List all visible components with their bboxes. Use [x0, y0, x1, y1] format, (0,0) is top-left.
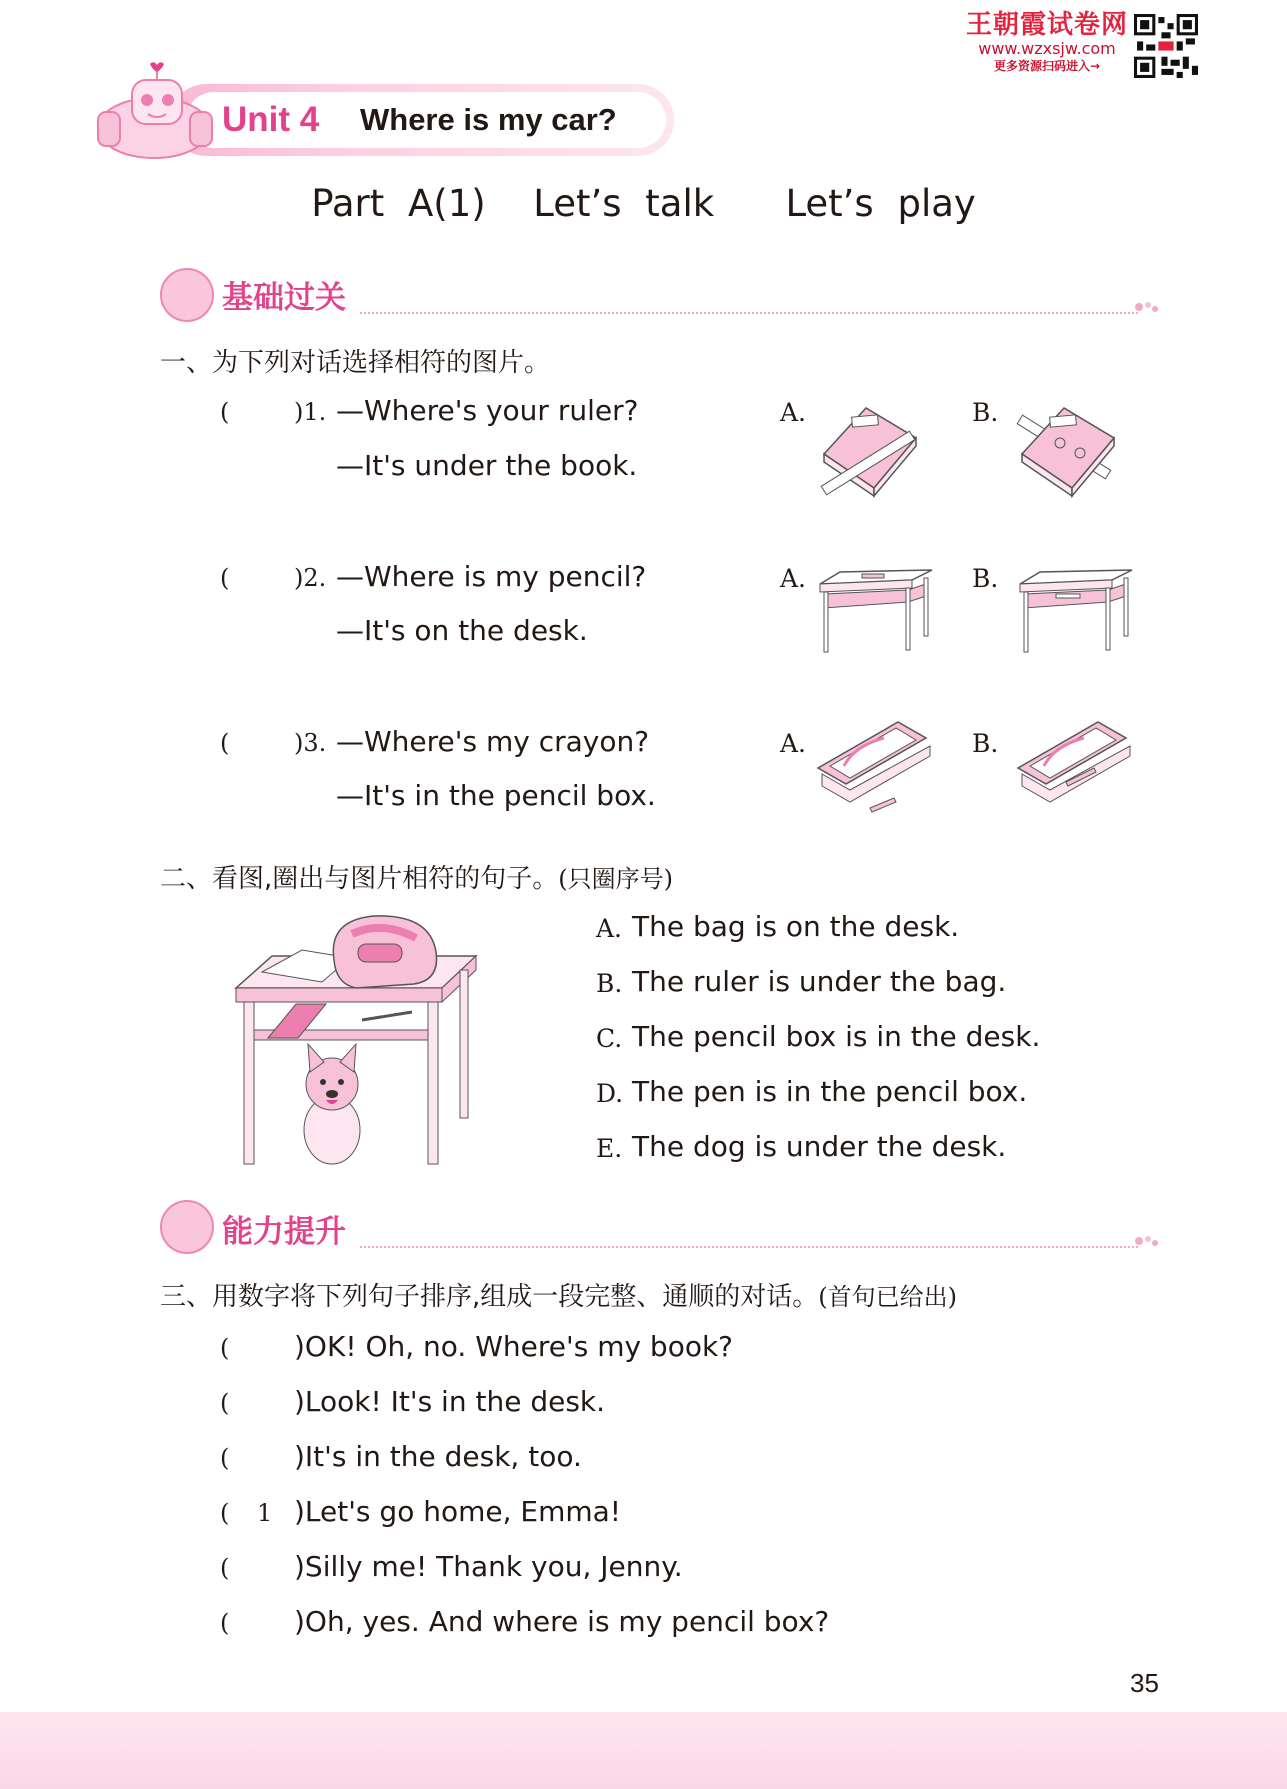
- dots-ornament-icon: [1134, 300, 1160, 314]
- q3-blank-open-6[interactable]: (: [220, 1609, 230, 1637]
- q2-option-c-text: The pencil box is in the desk.: [632, 1020, 1041, 1053]
- q3-blank-open-5[interactable]: (: [220, 1554, 230, 1582]
- unit-title: Where is my car?: [360, 102, 617, 137]
- q3-blank-open-2[interactable]: (: [220, 1389, 230, 1417]
- q2-heading: [160, 858, 673, 895]
- q3-heading-text: 三、用数字将下列句子排序,组成一段完整、通顺的对话。: [160, 1282, 819, 1312]
- q1-answer-2: —It's on the desk.: [336, 614, 588, 647]
- brand-name: 王朝霞试卷网: [965, 10, 1128, 40]
- q1-question-3: —Where's my crayon?: [336, 725, 650, 758]
- footer-band: [0, 1712, 1287, 1789]
- q1-item-number-1: )1.: [294, 398, 327, 426]
- q3-heading-note: (首句已给出): [818, 1283, 957, 1311]
- dots-ornament-icon: [1134, 1234, 1160, 1248]
- q1-option-a-3[interactable]: A.: [780, 729, 807, 758]
- brand-block: [962, 10, 1132, 74]
- q3-line-2: )Look! It's in the desk.: [294, 1385, 606, 1418]
- section-basic-divider: [360, 312, 1138, 314]
- girl-avatar-icon: [160, 268, 214, 322]
- q2-option-d-text: The pen is in the pencil box.: [632, 1075, 1028, 1108]
- robot-mascot-icon: [84, 60, 234, 160]
- q1-answer-1: —It's under the book.: [336, 449, 638, 482]
- pencil-box-crayon-out-image: [814, 716, 934, 816]
- section-advanced-divider: [360, 1246, 1138, 1248]
- book-with-ruler-under-image: [812, 398, 922, 498]
- q2-option-e-text: The dog is under the desk.: [632, 1130, 1007, 1163]
- q3-line-5: )Silly me! Thank you, Jenny.: [294, 1550, 683, 1583]
- q3-blank-open-3[interactable]: (: [220, 1444, 230, 1472]
- q2-option-d-letter[interactable]: D.: [596, 1079, 624, 1108]
- section-basic-title: 基础过关: [222, 280, 346, 316]
- desk-pencil-on-image: [816, 566, 936, 656]
- q1-answer-blank-3[interactable]: (: [220, 729, 230, 757]
- q3-given-number: 1: [257, 1499, 273, 1527]
- q1-item-number-2: )2.: [294, 564, 327, 592]
- section-advanced-title: 能力提升: [222, 1214, 346, 1250]
- q2-heading-note: (只圈序号): [558, 865, 673, 893]
- q1-item-number-3: )3.: [294, 729, 327, 757]
- q1-option-a-1[interactable]: A.: [780, 398, 807, 427]
- q2-option-a-letter[interactable]: A.: [596, 914, 623, 943]
- part-title: Part A(1) Let’s talk Let’s play: [311, 182, 976, 225]
- q3-blank-open-4[interactable]: (: [220, 1499, 230, 1527]
- q2-heading-text: 二、看图,圈出与图片相符的句子。: [160, 864, 559, 894]
- q3-line-4: )Let's go home, Emma!: [294, 1495, 622, 1528]
- q1-answer-3: —It's in the pencil box.: [336, 779, 656, 812]
- q1-answer-blank-2[interactable]: (: [220, 564, 230, 592]
- q1-option-b-3[interactable]: B.: [972, 729, 999, 758]
- q2-option-b-letter[interactable]: B.: [596, 969, 623, 998]
- q1-heading: 一、为下列对话选择相符的图片。: [160, 348, 551, 378]
- boy-avatar-icon: [160, 1200, 214, 1254]
- book-with-ruler-on-image: [1010, 398, 1120, 498]
- q1-question-2: —Where is my pencil?: [336, 560, 647, 593]
- page-number: 35: [1130, 1668, 1159, 1698]
- desk-bag-dog-illustration: [232, 912, 482, 1168]
- q1-option-a-2[interactable]: A.: [780, 564, 807, 593]
- q1-option-b-2[interactable]: B.: [972, 564, 999, 593]
- q2-option-c-letter[interactable]: C.: [596, 1024, 623, 1053]
- q3-line-6: )Oh, yes. And where is my pencil box?: [294, 1605, 830, 1638]
- q2-option-b-text: The ruler is under the bag.: [632, 965, 1007, 998]
- q2-option-e-letter[interactable]: E.: [596, 1134, 623, 1163]
- brand-url[interactable]: www.wzxsjw.com: [978, 39, 1116, 58]
- q2-option-a-text: The bag is on the desk.: [632, 910, 960, 943]
- brand-more: 更多资源扫码进入→: [993, 59, 1101, 73]
- q1-answer-blank-1[interactable]: (: [220, 398, 230, 426]
- pencil-box-crayon-in-image: [1014, 716, 1134, 816]
- q3-blank-open-1[interactable]: (: [220, 1334, 230, 1362]
- q3-line-3: )It's in the desk, too.: [294, 1440, 582, 1473]
- q3-line-1: )OK! Oh, no. Where's my book?: [294, 1330, 734, 1363]
- q3-heading: [160, 1276, 957, 1313]
- q1-question-1: —Where's your ruler?: [336, 394, 639, 427]
- q1-option-b-1[interactable]: B.: [972, 398, 999, 427]
- qr-code-icon[interactable]: [1134, 14, 1198, 78]
- desk-pencil-in-image: [1016, 566, 1136, 656]
- unit-number: Unit 4: [222, 100, 320, 139]
